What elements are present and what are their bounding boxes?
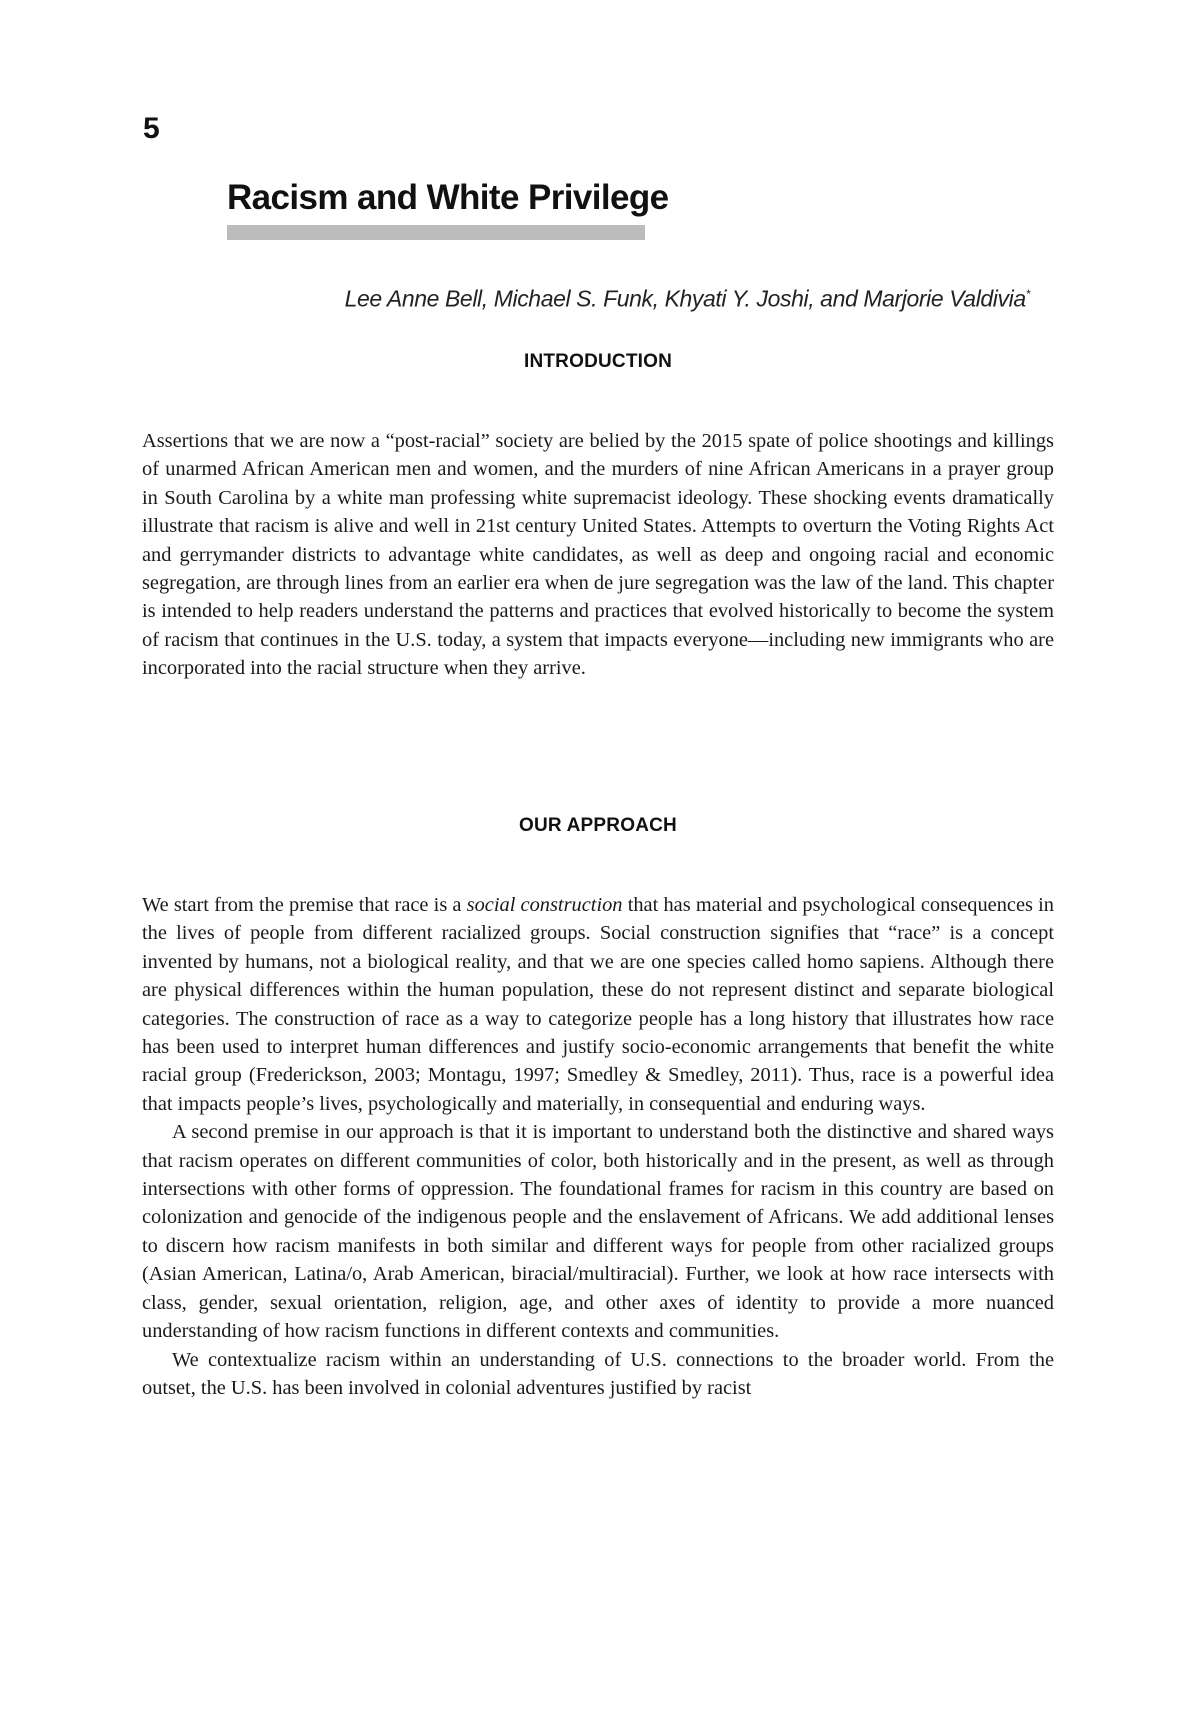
author-names: Lee Anne Bell, Michael S. Funk, Khyati Y. Joshi, and Marjorie Valdivia [344, 285, 1026, 312]
chapter-number: 5 [143, 112, 160, 145]
author-line [250, 280, 1030, 313]
introduction-body [142, 427, 1054, 683]
p1-before-text: We start from the premise that race is a [142, 894, 467, 916]
approach-paragraph-1 [142, 891, 1054, 1118]
p1-after-text: that has material and psychological consequences in the lives of people from different racialized groups. Social construction signifies that “race” is a concept invented by humans, not a biological reality, and that we are one species called homo sapiens. Although there are physical differences within the human population, these do not represent distinct and separate biological categories. The construction of race as a way to categorize people has a long history that illustrates how race has been used to interpret human differences and justify socio-economic arrangements that benefit the white racial group (Frederickson, 2003; Montagu, 1997; Smedley & Smedley, 2011). Thus, race is a powerful idea that impacts people’s lives, psychologically and materially, in consequential and enduring ways. [142, 894, 1054, 1115]
approach-paragraph-3: We contextualize racism within an understanding of U.S. connections to the broader world. From the outset, the U.S. has been involved in colonial adventures justified by racist [142, 1348, 1054, 1399]
p1-emphasis-text: social construction [466, 894, 623, 916]
chapter-title: Racism and White Privilege [227, 178, 669, 217]
approach-heading: OUR APPROACH [519, 815, 677, 836]
introduction-paragraph: Assertions that we are now a “post-racial” society are belied by the 2015 spate of police shootings and killings of unarmed African American men and women, and the murders of nine African Americans in a prayer group in South Carolina by a white man professing white supremacist ideology. These shocking events dramatically illustrate that racism is alive and well in 21st century United States. Attempts to overturn the Voting Rights Act and gerrymander districts to advantage white candidates, as well as deep and ongoing racial and economic segregation, are through lines from an earlier era when de jure segregation was the law of the land. This chapter is intended to help readers understand the patterns and practices that evolved historically to become the system of racism that continues in the U.S. today, a system that impacts everyone—including new immigrants who are incorporated into the racial structure when they arrive. [142, 430, 1054, 680]
introduction-heading: INTRODUCTION [523, 351, 673, 372]
approach-body [142, 891, 1054, 1402]
approach-paragraph-2: A second premise in our approach is that it is important to understand both the distinctive and shared ways that racism operates on different communities of color, both historically and in the present, as well as through intersections with other forms of oppression. The foundational frames for racism in this country are based on colonization and genocide of the indigenous people and the enslavement of Africans. We add additional lenses to discern how racism manifests in both similar and different ways for people from other racialized groups (Asian American, Latina/o, Arab American, biracial/multiracial). Further, we look at how race intersects with class, gender, sexual orientation, religion, age, and other axes of identity to provide a more nuanced understanding of how racism functions in different contexts and communities. [142, 1121, 1054, 1343]
author-footnote-marker: * [1025, 287, 1030, 301]
title-rule [227, 225, 645, 240]
